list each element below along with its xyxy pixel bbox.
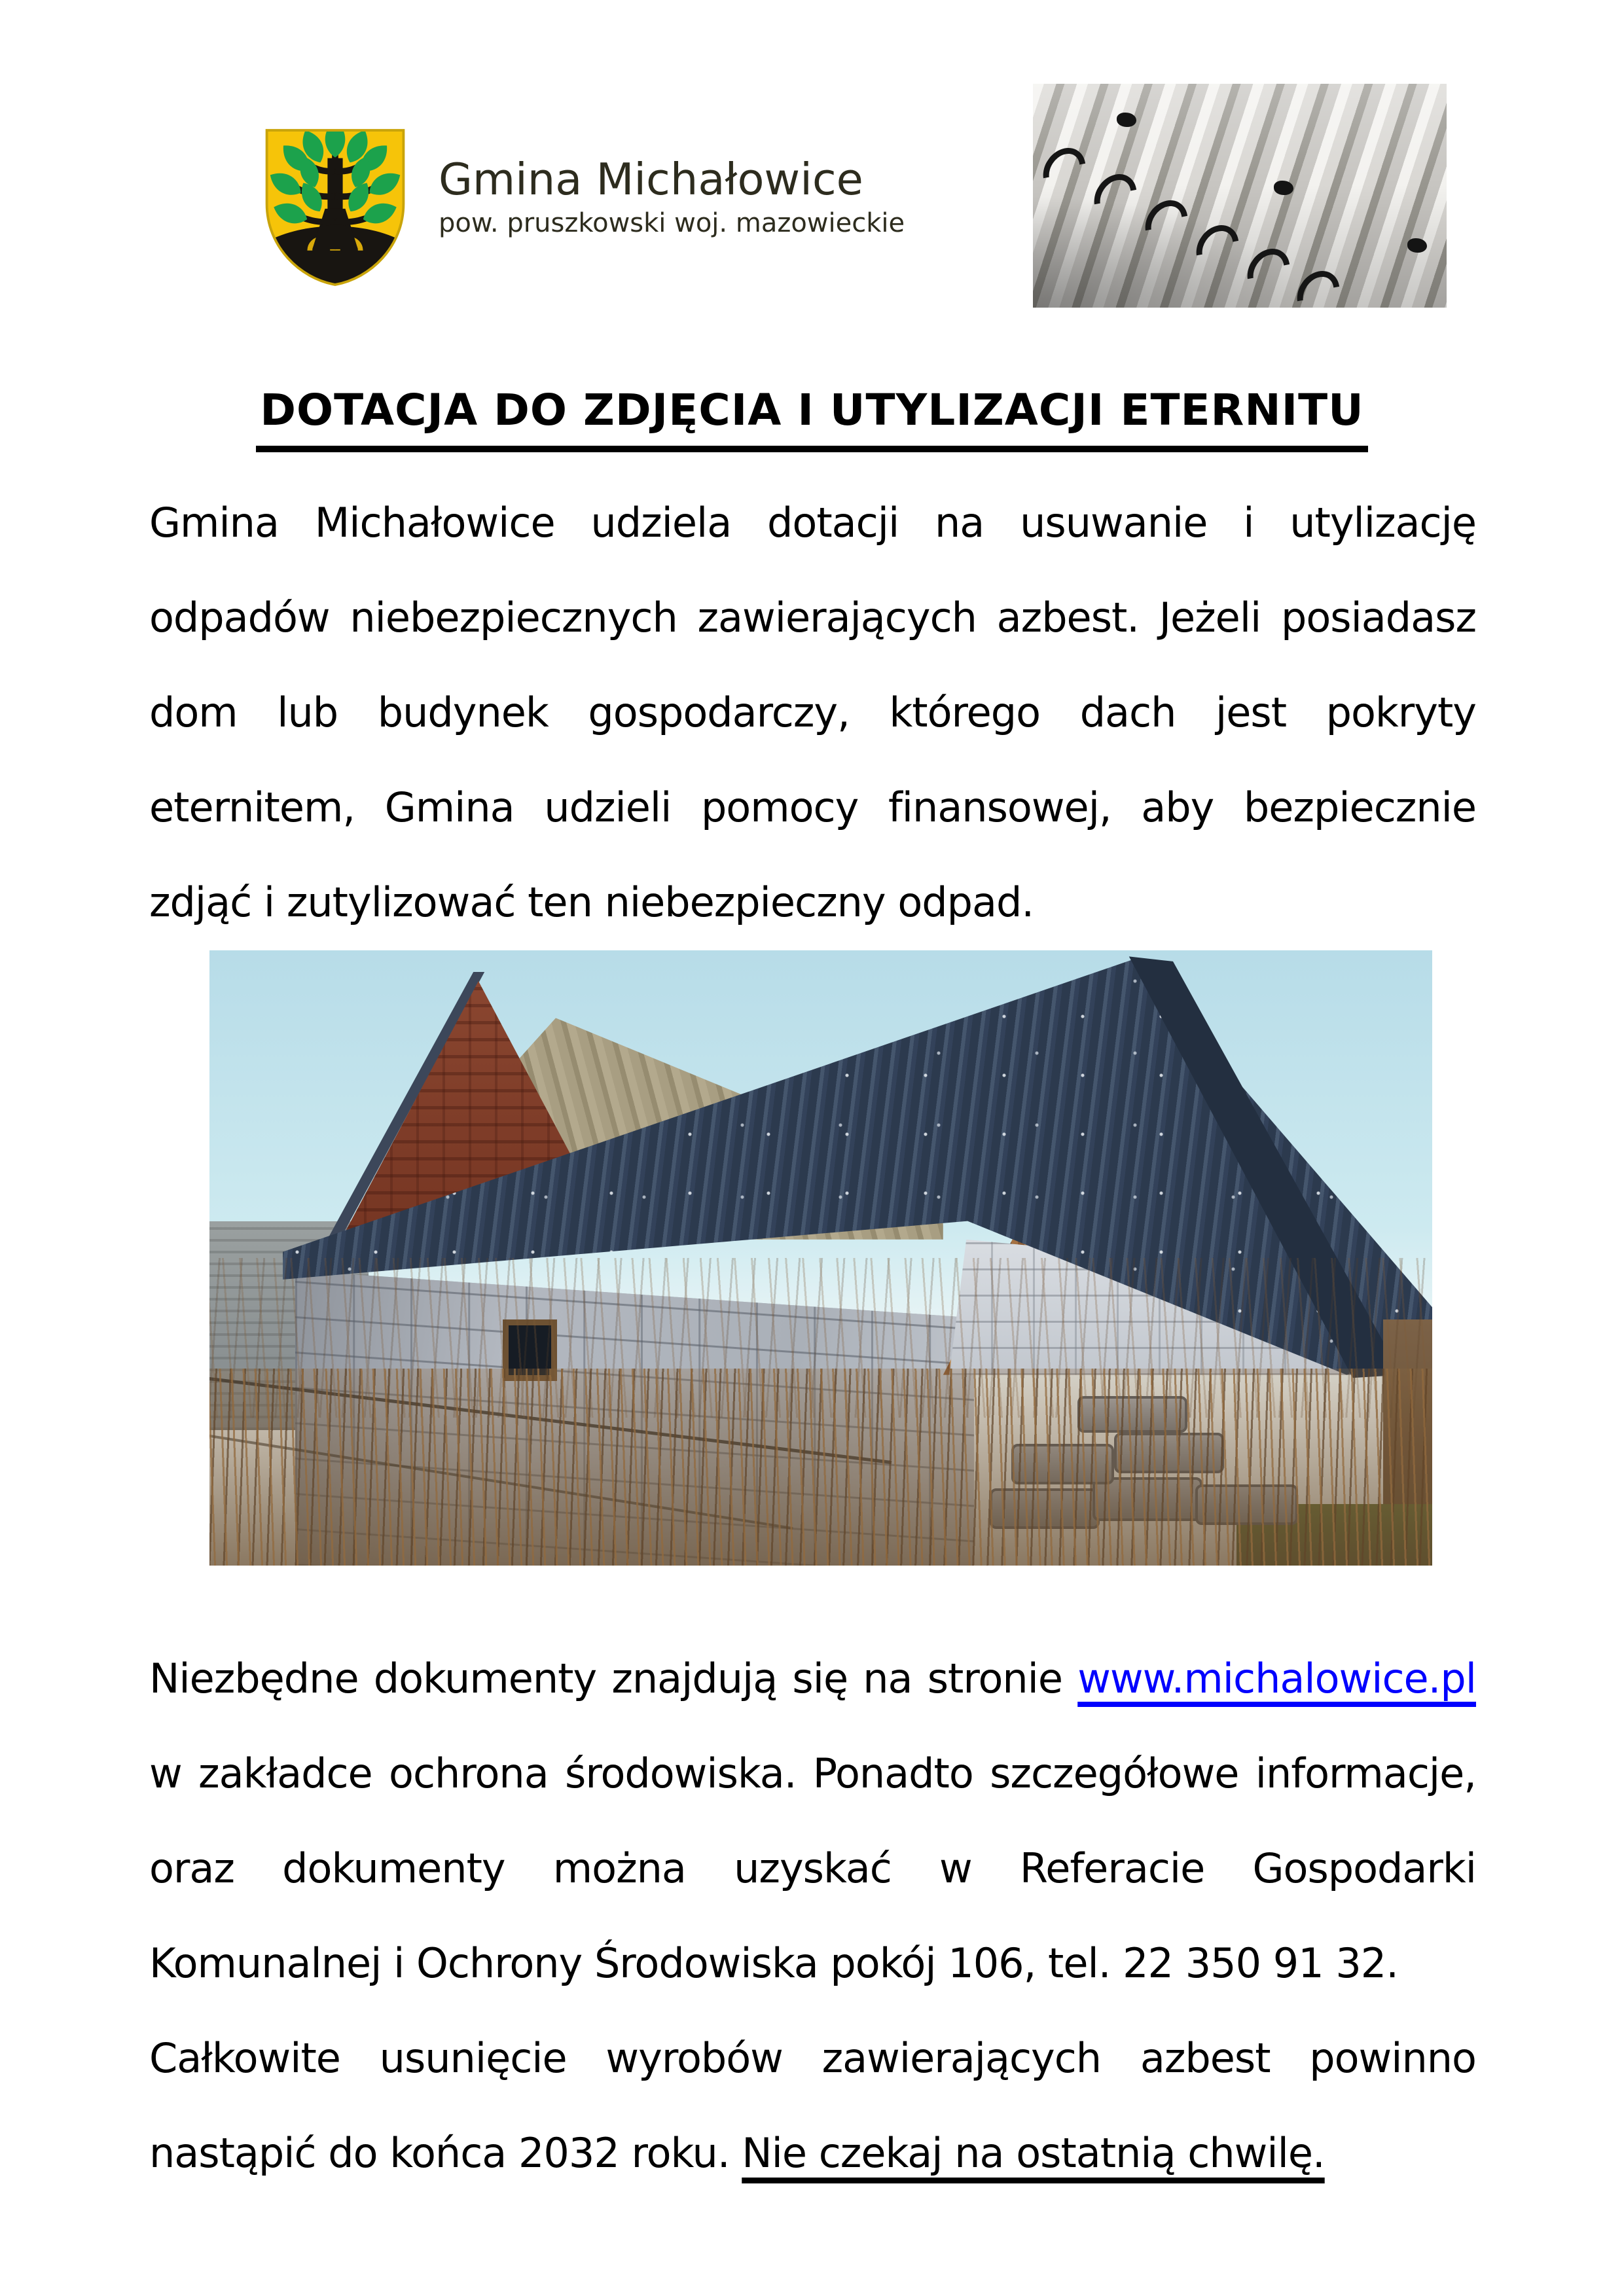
text-line [149,1631,1476,1726]
barn-asbestos-roof-photo [209,950,1432,1566]
text-line: Całkowite usunięcie wyrobów zawierających azbest powinno [149,2034,1476,2082]
gmina-coat-of-arms-icon [259,124,411,291]
dry-grass-foreground [209,1369,1432,1566]
line-text: nastąpić do końca 2032 roku. [149,2129,730,2177]
eternit-sheets-photo [1033,84,1447,308]
nail-hole [1407,238,1427,253]
line-text: Niezbędne dokumenty znajdują się na stronie [149,1655,1063,1702]
info-paragraph [149,1631,1476,2200]
gmina-logo [259,124,905,291]
text-line: oraz dokumenty można uzyskać w Referacie Gospodarki [149,1844,1476,1892]
michalowice-website-link[interactable]: www.michalowice.pl [1077,1655,1476,1702]
deadline-warning: Nie czekaj na ostatnią chwilę. [742,2129,1325,2177]
text-line: zdjąć i zutylizować ten niebezpieczny odpad. [149,878,1034,926]
intro-paragraph [149,475,1476,950]
logo-org-name: Gmina Michałowice [439,154,863,205]
text-line: odpadów niebezpiecznych zawierających azbest. Jeżeli posiadasz [149,594,1476,641]
text-line: eternitem, Gmina udzieli pomocy finansowej, aby bezpiecznie [149,783,1476,831]
text-line: w zakładce ochrona środowiska. Ponadto szczegółowe informacje, [149,1749,1476,1797]
text-line: Gmina Michałowice udziela dotacji na usuwanie i utylizację [149,499,1476,547]
nail-hole [1274,181,1293,195]
logo-org-subtitle: pow. pruszkowski woj. mazowieckie [439,207,905,238]
text-line: Komunalnej i Ochrony Środowiska pokój 106, tel. 22 350 91 32. [149,1939,1398,1987]
page-title: DOTACJA DO ZDJĘCIA I UTYLIZACJI ETERNITU [256,385,1368,452]
title-row [0,385,1624,452]
nail-hole [1117,113,1136,127]
text-line [149,2106,1476,2200]
text-line: dom lub budynek gospodarczy, którego dach jest pokryty [149,689,1476,736]
